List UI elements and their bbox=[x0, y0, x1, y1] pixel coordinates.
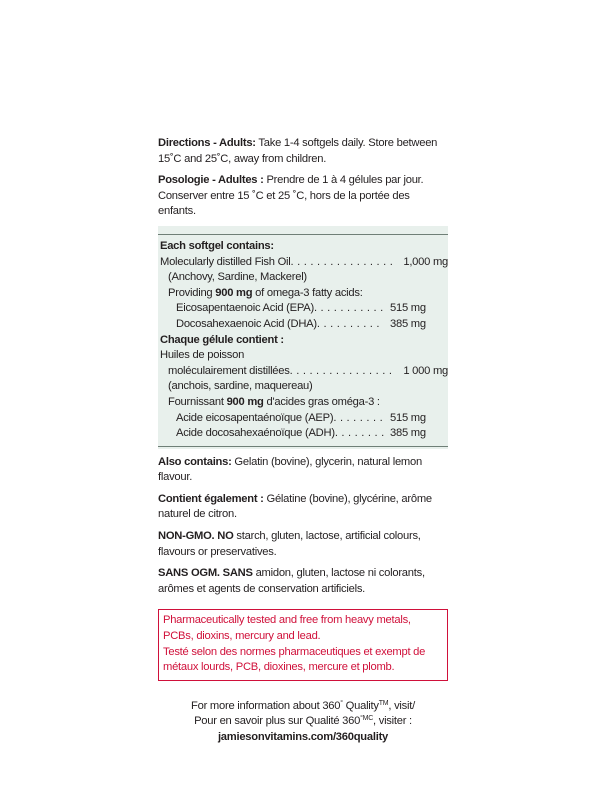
fish-oil-value-en: 1,000 mg bbox=[403, 255, 448, 268]
fish-oil-value-fr: 1 000 mg bbox=[403, 364, 448, 377]
fish-oil-row-fr bbox=[160, 364, 448, 380]
directions-en bbox=[158, 136, 448, 167]
ingredients-panel bbox=[158, 226, 448, 449]
ingredients-divider-bottom bbox=[158, 446, 448, 447]
fish-oil-row-en bbox=[160, 255, 448, 271]
warning-text-en: Pharmaceutically tested and free from heavy metals, PCBs, dioxins, mercury and lead. bbox=[163, 614, 411, 643]
directions-fr-text: Prendre de 1 à 4 gélules par jour. Conserver entre 15 ˚C et 25 ˚C, hors de la portée des enfants. bbox=[158, 174, 424, 218]
fish-oil-name-en: Molecularly distilled Fish Oil bbox=[160, 255, 291, 268]
dha-name-en: Docosahexaenoic Acid (DHA) bbox=[176, 317, 317, 330]
epa-name-en: Eicosapentaenoic Acid (EPA) bbox=[176, 302, 314, 315]
epa-value-fr: 515 mg bbox=[390, 411, 426, 424]
fish-sources-en: (Anchovy, Sardine, Mackerel) bbox=[168, 271, 307, 284]
omega3-providing-fr: Fournissant 900 mg d'acides gras oméga-3 : bbox=[168, 395, 380, 408]
more-info-block bbox=[158, 699, 448, 746]
dha-value-fr: 385 mg bbox=[390, 427, 426, 440]
fish-oil-name-fr-2: moléculairement distillées bbox=[168, 364, 290, 377]
website-link[interactable]: jamiesonvitamins.com/360quality bbox=[217, 731, 389, 743]
dha-value-en: 385 mg bbox=[390, 317, 426, 330]
directions-fr-label: Posologie - Adultes : bbox=[158, 174, 264, 187]
epa-value-en: 515 mg bbox=[390, 302, 426, 315]
omega3-providing-en: Providing 900 mg of omega-3 fatty acids: bbox=[168, 286, 363, 299]
epa-name-fr: Acide eicosapentaénoïque (AEP) bbox=[176, 411, 334, 424]
more-info-en: For more information about 360° Quality™, visit/ bbox=[191, 699, 415, 712]
dha-row-fr bbox=[160, 426, 448, 442]
directions-en-label: Directions - Adults: bbox=[158, 137, 256, 149]
more-info-fr: Pour en savoir plus sur Qualité $360^{^\circ MC}$, visiter : bbox=[194, 715, 412, 728]
dha-name-fr: Acide docosahexaénoïque (ADH) bbox=[176, 427, 335, 440]
fish-oil-name-fr-1: Huiles de poisson bbox=[160, 349, 245, 362]
warning-text-fr: Testé selon des normes pharmaceutiques et exempt de métaux lourds, PCB, dioxines, mercure et plomb. bbox=[163, 645, 426, 674]
directions-en-text: Take 1-4 softgels daily. Store between 15˚C and 25˚C, away from children. bbox=[158, 137, 438, 165]
heavy-metals-warning-box bbox=[158, 609, 448, 680]
also-contains-fr: Contient également : Gélatine (bovine), glycérine, arôme naturel de citron. bbox=[158, 492, 432, 521]
also-contains-en: Also contains: Gelatin (bovine), glycerin, natural lemon flavour. bbox=[158, 455, 422, 484]
ingredients-fr-heading: Chaque gélule contient : bbox=[160, 333, 284, 346]
directions-fr bbox=[158, 173, 448, 220]
epa-row-en bbox=[160, 301, 448, 317]
fish-sources-fr: (anchois, sardine, maquereau) bbox=[168, 380, 313, 393]
ingredients-divider-top bbox=[158, 234, 448, 235]
product-label-text bbox=[158, 136, 448, 746]
dha-row-en bbox=[160, 317, 448, 333]
free-from-fr: SANS OGM. SANS amidon, gluten, lactose ni colorants, arômes et agents de conservation artificiels. bbox=[158, 567, 425, 595]
free-from-en: NON-GMO. NO starch, gluten, lactose, artificial colours, flavours or preservatives. bbox=[158, 530, 421, 558]
epa-row-fr bbox=[160, 411, 448, 427]
ingredients-en-heading: Each softgel contains: bbox=[160, 239, 274, 252]
